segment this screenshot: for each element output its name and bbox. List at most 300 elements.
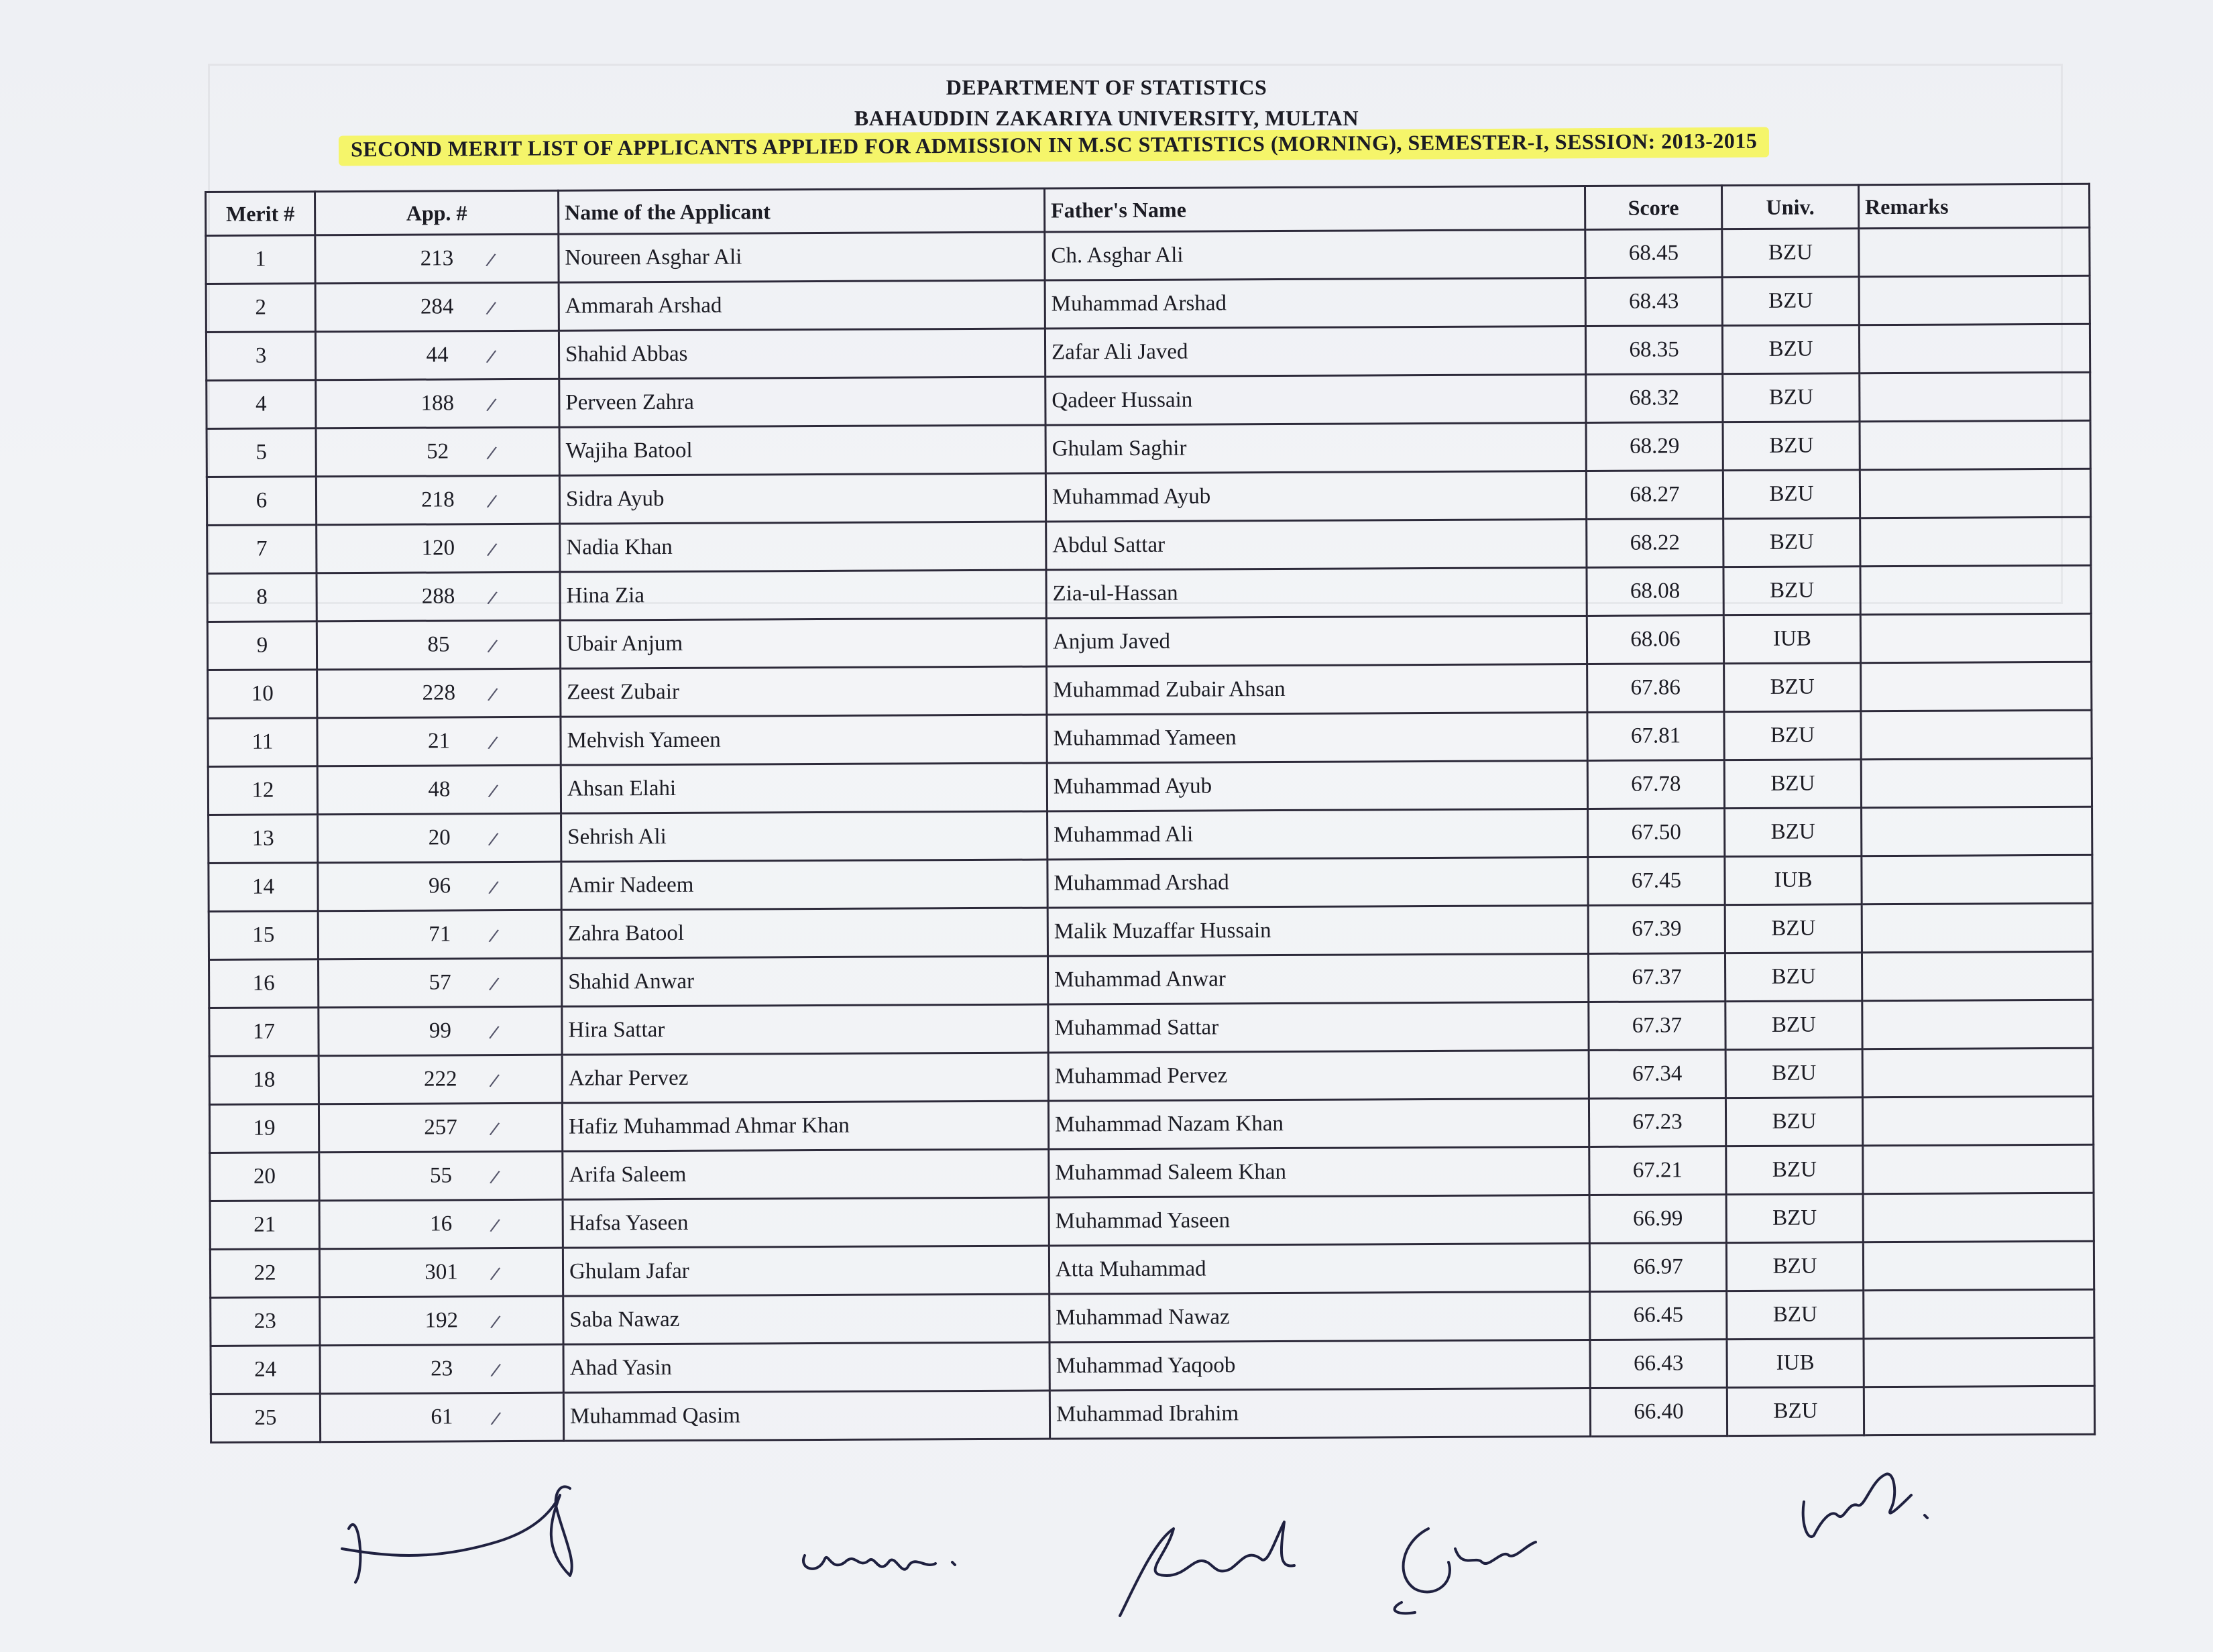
applicant-name-cell — [561, 763, 1047, 813]
university-cell — [1725, 953, 1862, 1002]
remarks-cell — [1860, 517, 2091, 567]
father-name-cell — [1049, 1244, 1589, 1295]
applicant-name-cell — [562, 1053, 1048, 1103]
score-cell — [1589, 1098, 1725, 1147]
table-row — [211, 1338, 2094, 1394]
table-row — [209, 1096, 2093, 1153]
merit-cell — [209, 1008, 319, 1057]
merit-cell — [210, 1201, 319, 1250]
father-name-cell-text: Muhammad Yaseen — [1055, 1208, 1231, 1234]
merit-cell-text: 12 — [251, 778, 274, 803]
university-cell-text: BZU — [1772, 1061, 1817, 1085]
father-name-cell-text: Muhammad Ibrahim — [1056, 1401, 1239, 1427]
table-row — [209, 1000, 2093, 1056]
remarks-cell — [1861, 662, 2092, 711]
table-row — [209, 951, 2093, 1008]
app-number-cell-text: 16 — [430, 1212, 453, 1236]
merit-cell-text: 15 — [252, 923, 275, 947]
score-cell-text: 67.86 — [1630, 675, 1681, 700]
app-number-cell-text: 99 — [429, 1018, 452, 1043]
remarks-cell — [1859, 324, 2090, 373]
university-cell-text: BZU — [1770, 674, 1815, 699]
table-row — [209, 855, 2092, 911]
father-name-cell-text: Atta Muhammad — [1055, 1256, 1206, 1282]
university-cell-text: BZU — [1768, 385, 1813, 410]
father-name-cell — [1049, 1340, 1590, 1391]
father-name-cell-text: Ch. Asghar Ali — [1051, 243, 1184, 268]
column-header-univ: Univ. — [1721, 185, 1858, 229]
father-name-cell — [1045, 278, 1585, 329]
university-cell-text: BZU — [1772, 1302, 1817, 1327]
university-cell-text: BZU — [1772, 1254, 1817, 1279]
score-cell-text: 67.21 — [1632, 1158, 1683, 1183]
applicant-name-cell-text: Hina Zia — [566, 583, 645, 608]
table-row — [207, 469, 2090, 525]
university-cell — [1722, 229, 1859, 278]
app-number-cell — [320, 1393, 563, 1442]
app-number-cell-text: 120 — [421, 536, 455, 560]
app-number-cell — [319, 1151, 563, 1201]
app-number-cell — [315, 234, 559, 284]
merit-cell-text: 9 — [256, 633, 268, 658]
table-row — [209, 903, 2092, 959]
column-header-remarks: Remarks — [1858, 184, 2089, 229]
remarks-cell — [1860, 420, 2090, 470]
score-cell — [1587, 615, 1723, 664]
app-number-cell-text: 61 — [431, 1405, 453, 1429]
applicant-name-cell — [560, 570, 1046, 620]
score-cell — [1588, 857, 1725, 906]
applicant-name-cell-text: Saba Nawaz — [569, 1307, 680, 1332]
merit-cell-text: 1 — [255, 247, 266, 272]
score-cell — [1586, 422, 1723, 471]
table-header-row — [206, 184, 2090, 235]
merit-cell-text: 8 — [256, 585, 268, 609]
father-name-cell — [1047, 713, 1587, 764]
column-header-father: Father's Name — [1044, 186, 1585, 233]
merit-cell — [209, 911, 318, 960]
university-cell — [1725, 856, 1862, 905]
university-cell — [1726, 1194, 1863, 1243]
university-cell — [1725, 904, 1862, 953]
university-cell-text: BZU — [1771, 916, 1816, 941]
applicant-name-cell — [560, 618, 1046, 668]
table-row — [208, 758, 2092, 815]
app-number-cell-text: 257 — [424, 1115, 457, 1140]
app-number-cell-text: 21 — [428, 729, 451, 754]
merit-cell — [207, 477, 316, 526]
university-cell — [1724, 663, 1861, 712]
app-number-cell-text: 44 — [426, 343, 449, 367]
score-cell — [1590, 1388, 1727, 1437]
merit-cell — [207, 573, 317, 622]
father-name-cell — [1047, 906, 1588, 957]
app-number-cell-text: 284 — [420, 294, 454, 319]
app-number-cell — [317, 572, 560, 622]
remarks-cell — [1862, 951, 2092, 1001]
merit-cell-text: 5 — [256, 440, 268, 465]
score-cell — [1587, 519, 1723, 568]
merit-cell — [209, 1056, 319, 1105]
table-row — [209, 807, 2092, 863]
check-tick-mark: / — [486, 539, 499, 560]
app-number-cell-text: 57 — [429, 970, 451, 995]
app-number-cell-text: 228 — [422, 681, 456, 705]
app-number-cell-text: 213 — [420, 246, 454, 271]
score-cell — [1589, 1050, 1725, 1099]
father-name-cell-text: Muhammad Nazam Khan — [1055, 1111, 1284, 1137]
father-name-cell — [1049, 1292, 1590, 1343]
father-name-cell-text: Muhammad Yaqoob — [1056, 1353, 1236, 1378]
app-number-cell-text: 20 — [428, 825, 451, 850]
university-cell-text: BZU — [1768, 288, 1813, 313]
check-tick-mark: / — [486, 684, 500, 705]
table-row — [207, 613, 2091, 670]
university-cell — [1725, 1049, 1862, 1098]
university-cell — [1725, 1001, 1862, 1050]
applicant-name-cell-text: Arifa Saleem — [569, 1162, 687, 1187]
applicant-name-cell — [561, 666, 1047, 717]
father-name-cell-text: Muhammad Anwar — [1054, 967, 1226, 992]
score-cell — [1588, 809, 1725, 858]
remarks-cell — [1861, 710, 2092, 760]
table-row — [210, 1193, 2094, 1249]
app-number-cell-text: 301 — [424, 1260, 458, 1285]
university-cell — [1723, 615, 1860, 664]
check-tick-mark: / — [488, 1167, 502, 1188]
university-cell — [1725, 1098, 1862, 1146]
merit-cell — [209, 815, 318, 864]
merit-list-table — [205, 183, 2096, 1443]
check-tick-mark: / — [487, 829, 500, 850]
father-name-cell — [1049, 1389, 1590, 1439]
score-cell-text: 68.35 — [1629, 337, 1679, 362]
father-name-cell — [1048, 1051, 1589, 1102]
table-row — [206, 227, 2090, 284]
university-cell-text: BZU — [1771, 1012, 1817, 1037]
app-number-cell — [316, 475, 559, 525]
applicant-name-cell-text: Zahra Batool — [567, 921, 685, 946]
table-row — [206, 276, 2090, 332]
merit-cell-text: 22 — [253, 1260, 276, 1285]
check-tick-mark: / — [488, 1022, 501, 1043]
merit-cell-text: 24 — [254, 1357, 277, 1382]
signature-5 — [1784, 1441, 1945, 1562]
merit-cell-text: 20 — [253, 1164, 276, 1189]
score-cell-text: 68.27 — [1630, 482, 1680, 507]
university-cell — [1727, 1291, 1864, 1340]
father-name-cell — [1047, 664, 1587, 715]
check-tick-mark: / — [490, 1360, 502, 1381]
check-tick-mark: / — [486, 636, 499, 657]
app-number-cell-text: 288 — [421, 584, 455, 609]
father-name-cell — [1047, 761, 1587, 812]
check-tick-mark: / — [486, 587, 499, 609]
score-cell-text: 68.22 — [1630, 530, 1681, 555]
score-cell-text: 67.23 — [1632, 1110, 1683, 1134]
applicant-name-cell — [563, 1246, 1049, 1296]
applicant-name-cell-text: Sidra Ayub — [565, 487, 665, 512]
remarks-cell — [1862, 1048, 2093, 1098]
merit-cell — [207, 428, 316, 477]
table-row — [210, 1241, 2094, 1297]
check-tick-mark: / — [489, 1215, 502, 1236]
app-number-cell — [317, 717, 561, 766]
score-cell — [1589, 1243, 1726, 1292]
remarks-cell — [1862, 903, 2092, 953]
applicant-name-cell-text: Shahid Anwar — [568, 969, 695, 994]
merit-cell — [206, 332, 315, 381]
father-name-cell-text: Muhammad Pervez — [1054, 1063, 1228, 1089]
app-number-cell-text: 188 — [420, 391, 455, 416]
score-cell-text: 67.78 — [1631, 772, 1681, 796]
applicant-name-cell-text: Ammarah Arshad — [565, 293, 722, 318]
university-cell — [1724, 711, 1861, 760]
father-name-cell — [1046, 616, 1587, 667]
score-cell-text: 68.29 — [1629, 434, 1680, 459]
score-cell — [1590, 1291, 1727, 1340]
merit-cell — [207, 622, 317, 670]
remarks-cell — [1860, 469, 2090, 518]
score-cell — [1589, 1146, 1726, 1195]
score-cell — [1587, 567, 1723, 616]
merit-cell — [210, 1153, 319, 1201]
merit-cell-text: 6 — [256, 488, 268, 513]
university-cell — [1725, 808, 1862, 857]
remarks-cell — [1864, 1338, 2094, 1387]
father-name-cell — [1049, 1147, 1589, 1198]
remarks-cell — [1859, 227, 2090, 277]
app-number-cell-text: 48 — [428, 777, 451, 802]
applicant-name-cell-text: Mehvish Yameen — [567, 727, 721, 753]
merit-cell-text: 3 — [255, 343, 267, 368]
merit-cell — [208, 670, 317, 719]
merit-cell-text: 19 — [253, 1116, 276, 1140]
applicant-name-cell — [559, 232, 1045, 282]
remarks-cell — [1863, 1193, 2094, 1242]
father-name-cell — [1048, 1099, 1589, 1150]
applicant-name-cell — [563, 1342, 1049, 1393]
applicant-name-cell — [561, 715, 1047, 765]
remarks-cell — [1862, 855, 2092, 904]
merit-cell-text: 10 — [251, 681, 274, 706]
signature-2 — [791, 1522, 979, 1596]
applicant-name-cell — [559, 473, 1045, 524]
father-name-cell-text: Anjum Javed — [1052, 629, 1171, 654]
column-header-name: Name of the Applicant — [559, 188, 1045, 234]
university-cell — [1726, 1242, 1863, 1291]
signature-1 — [329, 1468, 610, 1596]
applicant-name-cell — [561, 860, 1047, 910]
merit-cell — [211, 1394, 320, 1443]
applicant-name-cell-text: Sehrish Ali — [567, 825, 667, 849]
table-row — [207, 517, 2091, 573]
app-number-cell — [315, 282, 559, 332]
university-cell — [1723, 470, 1860, 519]
app-number-cell — [319, 958, 562, 1008]
father-name-cell-text: Zafar Ali Javed — [1051, 339, 1188, 365]
applicant-name-cell-text: Shahid Abbas — [565, 341, 688, 367]
score-cell-text: 67.81 — [1630, 723, 1681, 748]
app-number-cell — [318, 910, 561, 959]
applicant-name-cell — [559, 280, 1045, 331]
table-row — [207, 372, 2090, 428]
remarks-cell — [1861, 758, 2092, 808]
father-name-cell — [1047, 809, 1588, 860]
father-name-cell-text: Muhammad Zubair Ahsan — [1053, 676, 1286, 703]
applicant-name-cell — [559, 377, 1045, 427]
father-name-cell — [1047, 858, 1588, 908]
father-name-cell-text: Muhammad Sattar — [1054, 1015, 1219, 1041]
check-tick-mark: / — [487, 780, 500, 802]
father-name-cell-text: Qadeer Hussain — [1052, 388, 1193, 413]
applicant-name-cell — [559, 425, 1045, 475]
university-cell — [1723, 567, 1860, 615]
applicant-name-cell — [559, 329, 1045, 379]
score-cell — [1589, 1195, 1726, 1244]
applicant-name-cell — [563, 1294, 1049, 1344]
check-tick-mark: / — [485, 298, 498, 319]
university-cell-text: BZU — [1771, 964, 1816, 989]
score-cell — [1585, 229, 1722, 278]
applicant-name-cell-text: Hira Sattar — [568, 1018, 665, 1043]
university-cell-text: BZU — [1772, 1157, 1817, 1182]
check-tick-mark: / — [488, 925, 500, 947]
table-row — [211, 1386, 2094, 1442]
father-name-cell — [1045, 327, 1585, 377]
merit-cell — [209, 959, 319, 1008]
applicant-name-cell — [563, 1149, 1049, 1199]
app-number-cell — [316, 427, 559, 477]
app-number-cell — [318, 813, 561, 863]
university-cell-text: BZU — [1772, 1205, 1817, 1230]
score-cell-text: 68.45 — [1628, 241, 1679, 266]
merit-cell — [209, 863, 318, 912]
father-name-cell — [1048, 1002, 1589, 1053]
father-name-cell-text: Muhammad Yameen — [1053, 725, 1237, 751]
applicant-name-cell-text: Ghulam Jafar — [569, 1258, 689, 1284]
applicant-name-cell-text: Hafiz Muhammad Ahmar Khan — [569, 1113, 850, 1139]
merit-cell — [206, 235, 315, 284]
father-name-cell-text: Muhammad Nawaz — [1056, 1305, 1230, 1330]
score-cell — [1587, 712, 1724, 761]
app-number-cell — [319, 1199, 563, 1249]
applicant-name-cell-text: Nadia Khan — [566, 534, 673, 560]
university-cell-text: BZU — [1769, 433, 1814, 458]
score-cell-text: 66.97 — [1633, 1254, 1683, 1279]
father-name-cell — [1045, 423, 1586, 474]
father-name-cell — [1045, 230, 1585, 281]
applicant-name-cell-text: Wajiha Batool — [565, 438, 693, 463]
applicant-name-cell-text: Perveen Zahra — [565, 390, 694, 415]
check-tick-mark: / — [490, 1408, 502, 1429]
merit-cell-text: 7 — [256, 536, 268, 561]
table-body — [206, 227, 2095, 1442]
app-number-cell-text: 85 — [427, 632, 450, 657]
app-number-cell — [317, 620, 560, 670]
score-cell — [1585, 326, 1722, 375]
merit-cell — [208, 718, 317, 767]
check-tick-mark: / — [487, 732, 500, 754]
table-row — [206, 324, 2090, 380]
table-row — [208, 662, 2092, 718]
check-tick-mark: / — [485, 346, 498, 367]
university-cell-text: BZU — [1770, 723, 1815, 748]
remarks-cell — [1863, 1144, 2094, 1194]
university-cell-text: IUB — [1772, 626, 1811, 651]
signature-4 — [1375, 1509, 1549, 1616]
score-cell-text: 68.08 — [1630, 579, 1681, 603]
applicant-name-cell — [561, 956, 1047, 1006]
merit-cell-text: 13 — [251, 826, 274, 851]
department-heading: DEPARTMENT OF STATISTICS — [946, 75, 1267, 99]
university-cell — [1722, 277, 1859, 326]
applicant-name-cell-text: Amir Nadeem — [567, 872, 694, 898]
university-cell — [1723, 373, 1860, 422]
university-cell-text: IUB — [1776, 1350, 1815, 1375]
table-row — [208, 710, 2092, 766]
father-name-cell — [1045, 375, 1586, 426]
merit-cell-text: 17 — [252, 1019, 276, 1044]
check-tick-mark: / — [485, 394, 498, 416]
father-name-cell — [1049, 1195, 1589, 1246]
applicant-name-cell — [563, 1391, 1049, 1441]
father-name-cell — [1046, 520, 1587, 571]
university-cell-text: BZU — [1772, 1109, 1817, 1134]
applicant-name-cell-text: Hafsa Yaseen — [569, 1210, 689, 1236]
score-cell — [1589, 1002, 1725, 1051]
university-cell-text: IUB — [1774, 868, 1813, 892]
app-number-cell — [320, 1296, 563, 1346]
merit-cell — [209, 1104, 319, 1153]
applicant-name-cell-text: Muhammad Qasim — [569, 1403, 740, 1429]
remarks-cell — [1863, 1241, 2094, 1291]
app-number-cell — [316, 379, 559, 428]
score-cell — [1586, 374, 1723, 423]
app-number-cell — [317, 765, 561, 815]
university-cell — [1727, 1387, 1864, 1436]
check-tick-mark: / — [484, 249, 498, 271]
app-number-cell — [320, 1344, 563, 1394]
applicant-name-cell-text: Ubair Anjum — [566, 631, 683, 656]
table-row — [211, 1289, 2094, 1346]
table-row — [207, 420, 2090, 477]
father-name-cell-text: Muhammad Ali — [1054, 822, 1194, 847]
applicant-name-cell — [562, 1101, 1048, 1151]
father-name-cell-text: Ghulam Saghir — [1052, 436, 1187, 461]
merit-cell-text: 23 — [253, 1309, 276, 1334]
score-cell-text: 66.40 — [1634, 1399, 1684, 1424]
remarks-cell — [1860, 613, 2091, 663]
father-name-cell-text: Muhammad Saleem Khan — [1055, 1159, 1287, 1185]
remarks-cell — [1862, 1000, 2093, 1049]
university-cell — [1723, 422, 1860, 471]
score-cell — [1585, 278, 1722, 327]
merit-cell — [207, 525, 317, 574]
score-cell-text: 67.34 — [1632, 1061, 1683, 1086]
merit-cell — [208, 766, 317, 815]
university-cell-text: BZU — [1769, 481, 1814, 506]
score-cell-text: 66.99 — [1633, 1206, 1683, 1231]
father-name-cell-text: Muhammad Ayub — [1052, 484, 1211, 510]
father-name-cell — [1046, 568, 1587, 619]
signature-3 — [1100, 1502, 1341, 1622]
father-name-cell — [1047, 954, 1588, 1005]
merit-list-title: SECOND MERIT LIST OF APPLICANTS APPLIED FOR ADMISSION IN M.SC STATISTICS (MORNING), SEMESTER-I, SESSION: 2013-2015 — [339, 127, 1770, 166]
father-name-cell-text: Muhammad Arshad — [1051, 291, 1227, 316]
merit-cell-text: 21 — [253, 1212, 276, 1237]
university-cell-text: BZU — [1773, 1399, 1818, 1423]
